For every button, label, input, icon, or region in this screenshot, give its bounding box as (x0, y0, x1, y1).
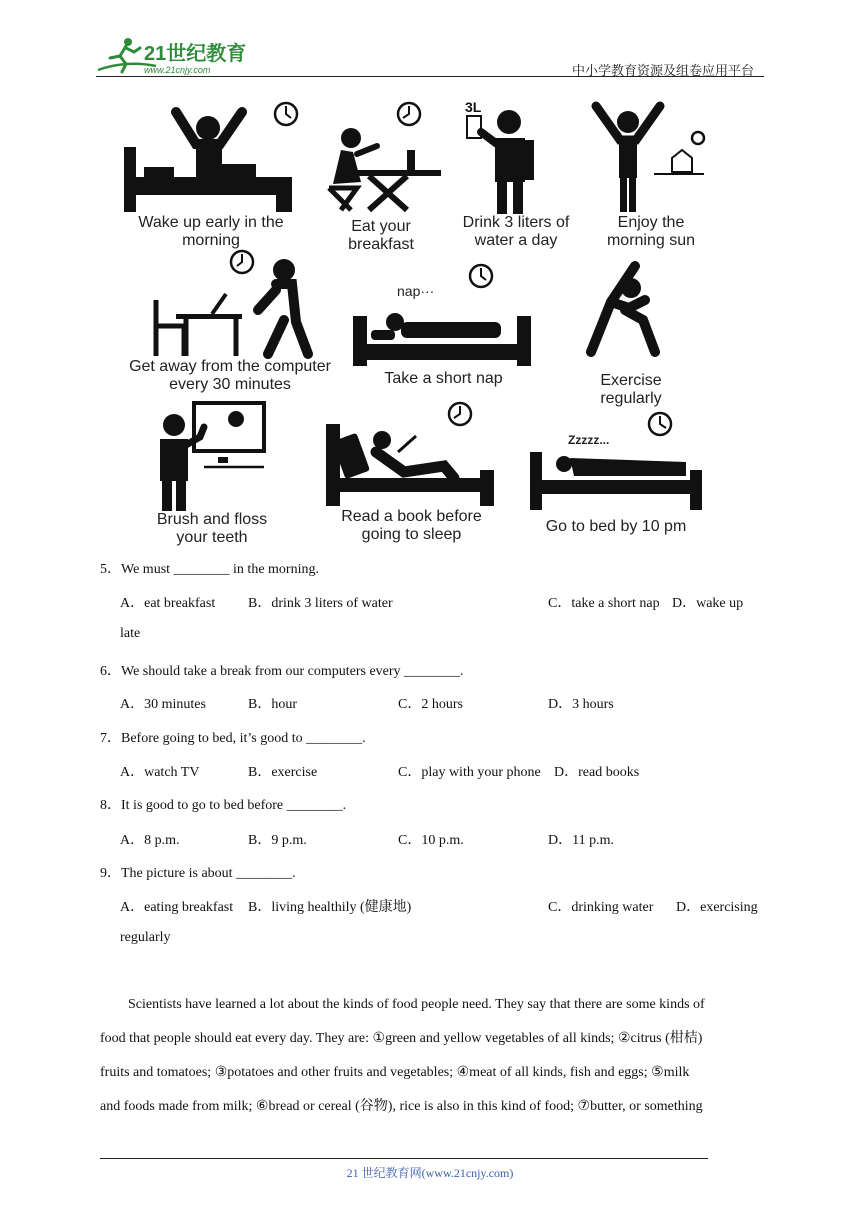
svg-text:www.21cnjy.com: www.21cnjy.com (144, 65, 211, 75)
question-6-option-a: A．30 minutes (120, 697, 206, 712)
caption-drink-water: Drink 3 liters of water a day (462, 214, 570, 249)
caption-bedtime: Go to bed by 10 pm (545, 518, 687, 535)
question-8-stem: 8．It is good to go to bed before ________. (100, 798, 347, 813)
question-5-option-d: D．wake up (672, 596, 744, 611)
question-5-wrap: late (120, 626, 141, 641)
caption-exercise: Exercise regularly (600, 372, 662, 407)
passage-line: food that people should eat every day. They are: ①green and yellow vegetables of all kinds; ②citrus (柑桔) (100, 1031, 703, 1046)
question-7-stem: 7．Before going to bed, it’s good to ________. (100, 731, 366, 746)
header-platform-text: 中小学教育资源及组卷应用平台 (571, 64, 754, 79)
caption-breakfast: Eat your breakfast (348, 218, 414, 253)
question-8-option-b: B．9 p.m. (248, 833, 307, 848)
question-6-option-c: C．2 hours (398, 697, 463, 712)
question-8-option-d: D．11 p.m. (548, 833, 614, 848)
question-5-option-a: A．eat breakfast (120, 596, 216, 611)
question-6-stem: 6．We should take a break from our computers every ________. (100, 664, 464, 679)
illustration-drink-water (451, 92, 581, 252)
svg-text:nap···: nap··· (397, 283, 435, 299)
illustration-read-book (324, 400, 499, 550)
question-7-option-a: A．watch TV (120, 765, 200, 780)
question-9-stem: 9．The picture is about ________. (100, 866, 296, 881)
question-6-option-b: B．hour (248, 697, 297, 712)
passage-line: and foods made from milk; ⑥bread or cereal (谷物), rice is also in this kind of food; ⑦butter, or something (100, 1099, 703, 1114)
question-9-option-c: C．drinking water (548, 900, 654, 915)
illustration-morning-sun (586, 92, 716, 252)
reading-passage (100, 988, 764, 1124)
caption-morning-sun: Enjoy the morning sun (606, 214, 696, 249)
caption-read-book: Read a book before going to sleep (341, 508, 482, 543)
logo-21cnjy (96, 36, 266, 76)
illustration-wake-up (116, 92, 306, 252)
question-7-option-b: B．exercise (248, 765, 318, 780)
illustration-breakfast (321, 92, 441, 252)
caption-computer-break: Get away from the computer every 30 minutes (129, 358, 331, 393)
caption-nap: Take a short nap (384, 370, 503, 387)
question-9-wrap: regularly (120, 930, 171, 945)
question-8-option-c: C．10 p.m. (398, 833, 464, 848)
caption-brush-teeth: Brush and floss your teeth (156, 511, 268, 546)
question-9-option-d: D．exercising (676, 900, 758, 915)
page-header (96, 34, 764, 78)
illustration-nap (351, 260, 536, 390)
svg-text:Zzzzz...: Zzzzz... (568, 433, 610, 447)
question-6-option-d: D．3 hours (548, 697, 614, 712)
question-9-option-b: B．living healthily (健康地) (248, 900, 412, 915)
svg-text:21世纪教育: 21世纪教育 (144, 43, 247, 65)
question-8-option-a: A．8 p.m. (120, 833, 180, 848)
illustration-computer-break (116, 244, 336, 394)
illustration-brush-teeth (152, 397, 272, 547)
question-5-option-b: B．drink 3 liters of water (248, 596, 393, 611)
question-7-option-d: D．read books (554, 765, 640, 780)
illustration-exercise (571, 260, 691, 410)
question-7-option-c: C．play with your phone (398, 765, 541, 780)
header-divider (96, 76, 764, 77)
footer-divider (100, 1158, 708, 1159)
healthy-habits-figure (116, 92, 716, 552)
question-5-stem: 5．We must ________ in the morning. (100, 562, 319, 577)
question-5-option-c: C．take a short nap (548, 596, 660, 611)
svg-text:3L: 3L (465, 99, 482, 115)
question-9-option-a: A．eating breakfast (120, 900, 234, 915)
passage-line: fruits and tomatoes; ③potatoes and other fruits and vegetables; ④meat of all kinds, fish and eggs; ⑤milk (100, 1065, 690, 1080)
passage-line: Scientists have learned a lot about the kinds of food people need. They say that there are some kinds of (128, 997, 705, 1012)
illustration-bedtime (526, 410, 706, 550)
footer-text: 21 世纪教育网(www.21cnjy.com) (346, 1166, 514, 1180)
caption-wake-up: Wake up early in the morning (138, 214, 284, 249)
